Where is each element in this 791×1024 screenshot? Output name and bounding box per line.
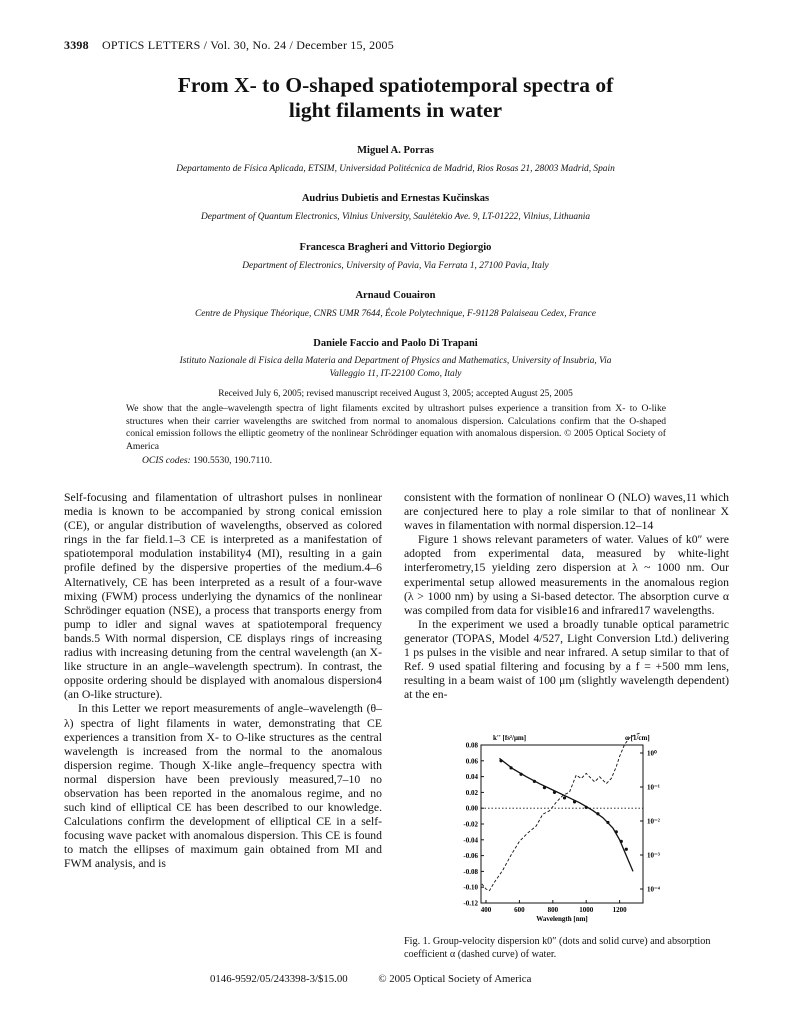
author-names: Daniele Faccio and Paolo Di Trapani — [313, 338, 478, 349]
page-number: 3398 — [64, 38, 89, 52]
y-tick-label: -0.12 — [463, 899, 478, 908]
paper-title — [60, 73, 731, 123]
paragraph: Figure 1 shows relevant parameters of water. Values of k0″ were adopted from experimental data, measured by white-light interferometry,15 yielding zero dispersion at λ ~ 1000 nm. Our experimental setup allowed measurements in the anomalous region (λ > 1000 nm) by using a Si-based detector. The absorption curve α was compiled from data for visible16 and infrared17 wavelengths. — [404, 533, 729, 617]
footer — [210, 973, 531, 985]
gvd-data-point — [509, 766, 512, 769]
y-tick-label: -0.04 — [463, 836, 478, 845]
y2-tick-label: 10⁻¹ — [647, 783, 660, 792]
author-affiliation: Centre de Physique Théorique, CNRS UMR 7644, École Polytechnique, F-91128 Palaiseau Cedex, France — [195, 309, 596, 319]
paragraph: consistent with the formation of nonlinear O (NLO) waves,11 which are conjectured here to play a role similar to that of nonlinear X waves in filamentation with normal dispersion.12–14 — [404, 491, 729, 533]
paragraph: In this Letter we report measurements of angle–wavelength (θ–λ) spectra of light filaments in water, demonstrating that CE experiences a transition from X- to O-like structures as the central wavelength is increased from the normal to the anomalous dispersion regime. Though X-like angle–frequency spectra with normal dispersion have been previously measured,7–10 no observation has been reported in the anomalous regime, and no such kind of elliptical CE has been described to our knowledge. Calculations confirm the development of elliptical CE in a self-focusing wave packet with anomalous dispersion. This CE is found to match the ellipses of maximum gain obtained from MI and FWM analysis, and is — [64, 702, 382, 871]
x-tick-label: 600 — [514, 906, 525, 914]
y-tick-label: 0.08 — [465, 741, 478, 750]
body-column-right — [404, 491, 729, 702]
y-tick-label: 0.04 — [465, 773, 478, 782]
y-tick-label: 0.00 — [465, 804, 478, 813]
author-names: Francesca Bragheri and Vittorio Degiorgio — [299, 242, 492, 253]
gvd-data-point — [519, 773, 522, 776]
x-axis-label: Wavelength [nm] — [536, 915, 588, 923]
absorption-dashed-curve — [482, 733, 642, 891]
x-tick-label: 800 — [547, 906, 559, 914]
body-column-left — [64, 491, 382, 872]
y-tick-label: -0.02 — [463, 820, 478, 829]
y2-tick-label: 10⁻⁴ — [647, 885, 660, 894]
figure-caption: Fig. 1. Group-velocity dispersion k0″ (dots and solid curve) and absorption coefficient α (dashed curve) of water. — [404, 936, 711, 960]
paragraph: In the experiment we used a broadly tunable optical parametric generator (TOPAS, Model 4/527, Light Conversion Ltd.) delivering 1 ps pulses in the visible and near infrared. A setup similar to that of Ref. 9 used spatial filtering and focusing by a f = +500 mm lens, resulting in a beam waist of 100 μm (slightly wavelength dependent) at the en- — [404, 617, 729, 702]
x-tick-label: 1200 — [612, 906, 627, 914]
gvd-data-point — [596, 812, 599, 815]
author-names: Arnaud Couairon — [355, 290, 436, 301]
author-affiliation: Department of Electronics, University of Pavia, Via Ferrata 1, 27100 Pavia, Italy — [242, 261, 549, 271]
y-tick-label: 0.02 — [465, 788, 478, 797]
gvd-data-point — [585, 806, 588, 809]
paragraph: Self-focusing and filamentation of ultrashort pulses in nonlinear media is known to be accompanied by strong conical emission (CE), or angular distribution of wavelengths, observed as colored rings in the far field.1–3 CE is interpreted as a manifestation of spatiotemporal modulation instability4 (MI), resulting in a gain profile defined by the dispersive properties of the medium.4–6 Alternatively, CE has been interpreted as a result of a four-wave mixing (FWM) process underlying the dynamics of the nonlinear Schrödinger equation (NSE), a process that transports energy from pump to idler and signal waves at spatiotemporal frequency bands.5 With normal dispersion, CE displays rings of increasing radius with increasing detuning from the central wavelength (an X-like structure in an angle–wavelength spectrum). In contrast, the opposite ordering should be displayed with anomalous dispersion4 (an O-like structure). — [64, 491, 382, 702]
author-affiliation — [60, 355, 731, 381]
gvd-data-point — [615, 830, 618, 833]
affiliation-line: Valleggio 11, IT-22100 Como, Italy — [329, 369, 462, 379]
gvd-data-point — [499, 759, 502, 762]
y-tick-label: -0.10 — [463, 883, 478, 892]
gvd-data-point — [563, 796, 566, 799]
title-line-2: light filaments in water — [288, 98, 503, 122]
gvd-data-point — [620, 840, 623, 843]
gvd-data-point — [606, 821, 609, 824]
title-line-1: From X- to O-shaped spatiotemporal spectra of — [177, 73, 614, 97]
gvd-data-point — [543, 786, 546, 789]
y-tick-label: -0.08 — [463, 867, 478, 876]
affiliation-line: Istituto Nazionale di Fisica della Materia and Department of Physics and Mathematics, University of Insubria, Via — [179, 356, 612, 366]
ocis-values: 190.5530, 190.7110. — [193, 455, 272, 466]
y-tick-label: -0.06 — [463, 852, 478, 861]
author-names: Audrius Dubietis and Ernestas Kučinskas — [301, 193, 490, 204]
ocis-label: OCIS codes: — [142, 455, 191, 466]
y2-tick-label: 10⁻² — [647, 817, 660, 826]
received-dates: Received July 6, 2005; revised manuscript received August 3, 2005; accepted August 25, 2005 — [218, 389, 573, 399]
abstract: We show that the angle–wavelength spectra of light filaments excited by ultrashort pulses experience a transition from X- to O-like structures when their carrier wavelengths are switched from normal to anomalous dispersion. Calculations confirm that the O-shaped conical emission follows the elliptic geometry of the nonlinear Schrödinger equation with anomalous dispersion. © 2005 Optical Society of America — [126, 403, 666, 452]
figure-1-chart — [425, 727, 715, 923]
plot-frame — [481, 745, 643, 903]
author-names: Miguel A. Porras — [357, 145, 434, 156]
y2-tick-label: 10⁰ — [647, 749, 657, 758]
running-header — [64, 38, 394, 53]
ocis-codes — [142, 455, 272, 466]
gvd-data-point — [573, 800, 576, 803]
gvd-data-point — [533, 780, 536, 783]
x-tick-label: 400 — [480, 906, 492, 914]
journal-info: OPTICS LETTERS / Vol. 30, No. 24 / December 15, 2005 — [102, 38, 394, 52]
footer-code: 0146-9592/05/243398-3/$15.00 — [210, 973, 348, 985]
x-tick-label: 1000 — [579, 906, 594, 914]
author-affiliation: Department of Quantum Electronics, Vilnius University, Saulėtekio Ave. 9, LT-01222, Vilnius, Lithuania — [200, 212, 591, 222]
y-tick-label: 0.06 — [465, 757, 478, 766]
y-axis-label: k'' [fs²/μm] — [493, 734, 527, 742]
y2-tick-label: 10⁻³ — [647, 851, 660, 860]
footer-copyright: © 2005 Optical Society of America — [378, 973, 532, 985]
gvd-data-point — [625, 848, 628, 851]
gvd-data-point — [553, 791, 556, 794]
author-affiliation: Departamento de Física Aplicada, ETSIM, Universidad Politécnica de Madrid, Rios Rosas 21, 28003 Madrid, Spain — [176, 164, 615, 174]
y2-axis-label: α [1/cm] — [625, 734, 650, 742]
